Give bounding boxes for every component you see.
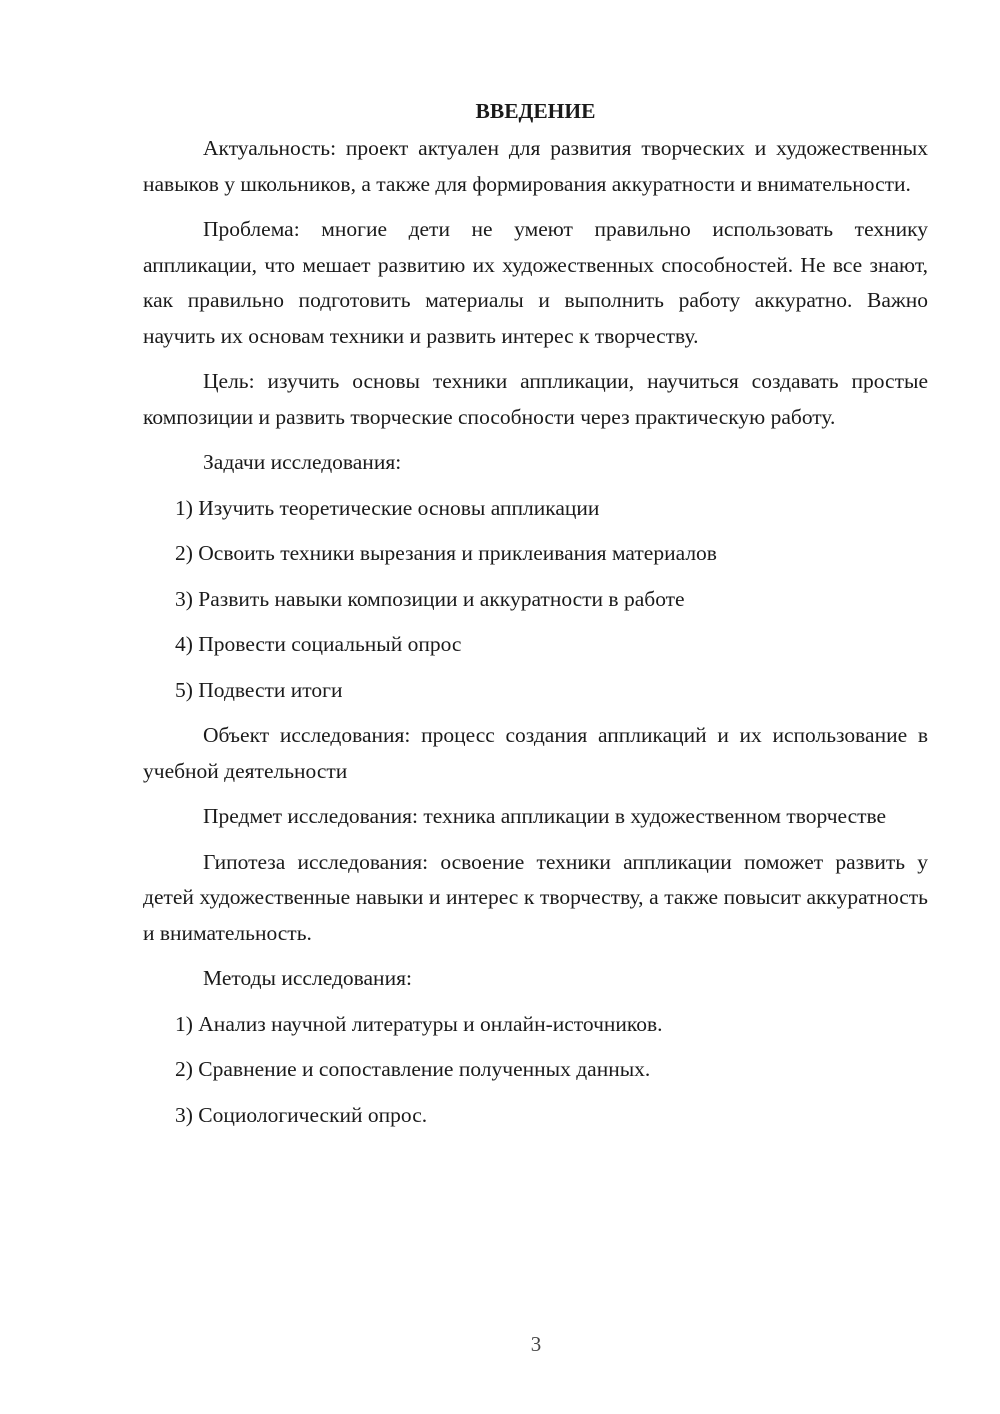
relevance-paragraph: Актуальность: проект актуален для развития творческих и художественных навыков у школьников, а также для формирования аккуратности и внимательности. (143, 136, 928, 196)
hypothesis-paragraph: Гипотеза исследования: освоение техники аппликации поможет развить у детей художественные навыки и интерес к творчеству, а также повысит аккуратность и внимательность. (143, 849, 928, 945)
page-number: 3 (530, 1332, 542, 1356)
section-heading: ВВЕДЕНИЕ (475, 99, 596, 123)
goal-paragraph: Цель: изучить основы техники аппликации, научиться создавать простые композиции и развить творческие способности через практическую работу. (143, 369, 928, 429)
task-item: 4) Провести социальный опрос (175, 632, 462, 656)
methods-title: Методы исследования: (203, 966, 412, 990)
object-paragraph: Объект исследования: процесс создания аппликаций и их использование в учебной деятельности (143, 723, 928, 783)
subject-paragraph: Предмет исследования: техника аппликации в художественном творчестве (203, 804, 887, 828)
method-item: 2) Сравнение и сопоставление полученных данных. (175, 1057, 651, 1081)
task-item: 3) Развить навыки композиции и аккуратности в работе (175, 586, 685, 611)
method-item: 3) Социологический опрос. (175, 1102, 428, 1127)
task-item: 2) Освоить техники вырезания и приклеивания материалов (175, 541, 717, 565)
task-item: 1) Изучить теоретические основы аппликации (175, 495, 600, 520)
document-page (143, 92, 928, 1143)
problem-paragraph: Проблема: многие дети не умеют правильно использовать технику аппликации, что мешает развитию их художественных способностей. Не все знают, как правильно подготовить материалы и выполнить работу аккуратно. Важно научить их основам техники и развить интерес к творчеству. (143, 217, 928, 348)
method-item: 1) Анализ научной литературы и онлайн-источников. (175, 1011, 663, 1036)
tasks-title: Задачи исследования: (203, 450, 402, 474)
task-item: 5) Подвести итоги (175, 677, 343, 702)
